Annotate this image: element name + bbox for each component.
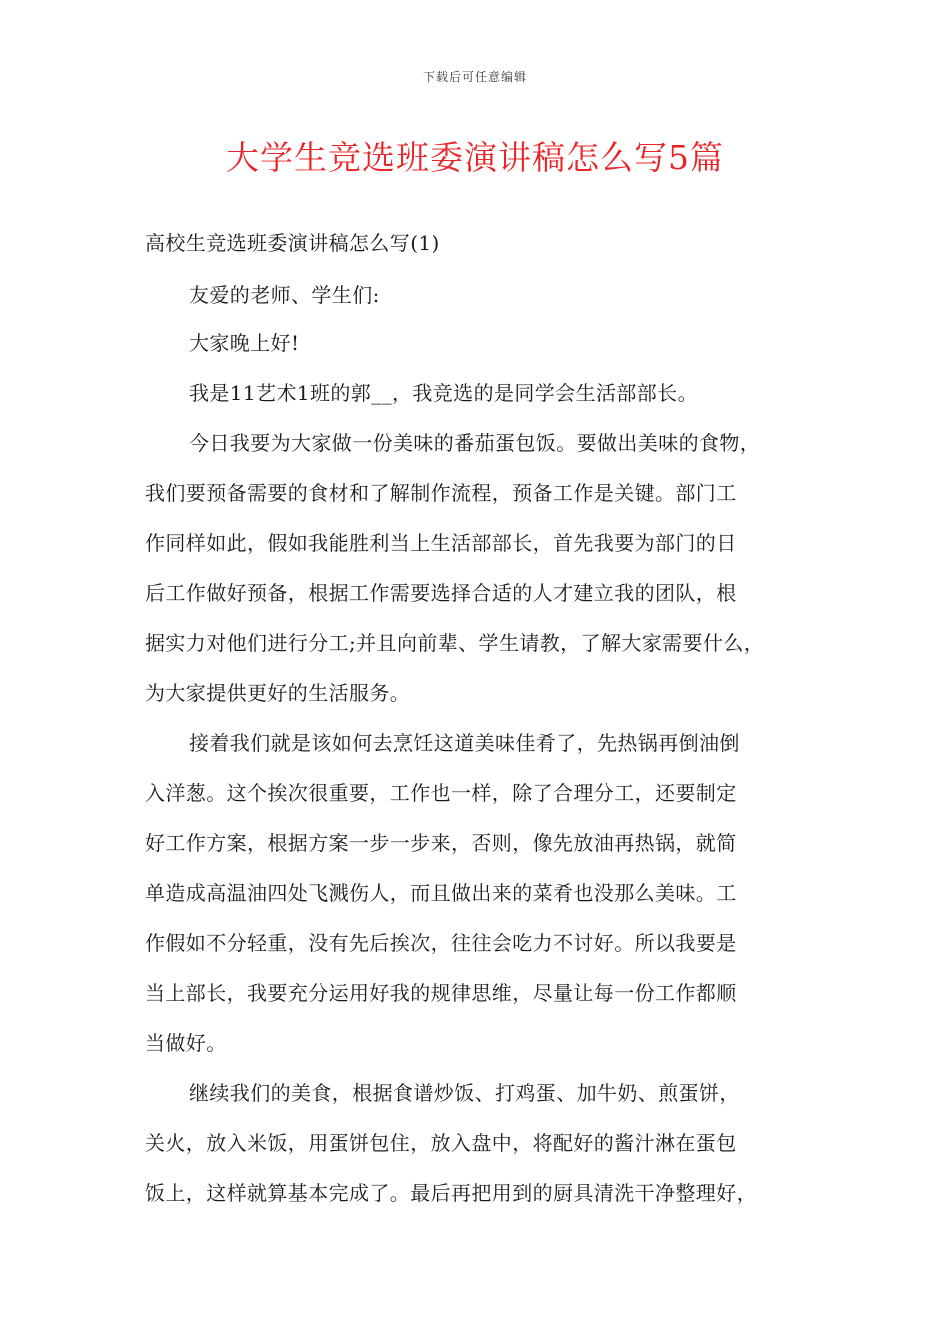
body-line: 作假如不分轻重，没有先后挨次，往往会吃力不讨好。所以我要是 bbox=[145, 931, 737, 955]
body-line: 当做好。 bbox=[145, 1031, 227, 1055]
body-line: 作同样如此，假如我能胜利当上生活部部长，首先我要为部门的日 bbox=[145, 531, 737, 555]
section-heading: 高校生竞选班委演讲稿怎么写(1) bbox=[145, 231, 440, 255]
header-note: 下载后可任意编辑 bbox=[422, 70, 527, 84]
body-line: 好工作方案，根据方案一步一步来，否则，像先放油再热锅，就简 bbox=[145, 831, 737, 855]
body-line: 关火，放入米饭，用蛋饼包住，放入盘中，将配好的酱汁淋在蛋包 bbox=[145, 1131, 737, 1155]
body-line: 接着我们就是该如何去烹饪这道美味佳肴了，先热锅再倒油倒 bbox=[189, 731, 740, 755]
document-title: 大学生竞选班委演讲稿怎么写5篇 bbox=[226, 138, 724, 177]
body-line: 我是11艺术1班的郭__，我竞选的是同学会生活部部长。 bbox=[189, 381, 698, 405]
salutation: 友爱的老师、学生们: bbox=[189, 283, 380, 307]
body-line: 入洋葱。这个挨次很重要，工作也一样，除了合理分工，还要制定 bbox=[145, 781, 737, 805]
body-line: 我们要预备需要的食材和了解制作流程，预备工作是关键。部门工 bbox=[145, 481, 737, 505]
body-line: 饭上，这样就算基本完成了。最后再把用到的厨具清洗干净整理好， bbox=[145, 1181, 757, 1205]
body-line: 今日我要为大家做一份美味的番茄蛋包饭。要做出美味的食物， bbox=[189, 431, 761, 455]
body-line: 为大家提供更好的生活服务。 bbox=[145, 681, 411, 705]
body-line: 当上部长，我要充分运用好我的规律思维，尽量让每一份工作都顺 bbox=[145, 981, 737, 1005]
body-line: 后工作做好预备，根据工作需要选择合适的人才建立我的团队，根 bbox=[145, 581, 737, 605]
greeting: 大家晚上好! bbox=[189, 331, 300, 355]
body-line: 单造成高温油四处飞溅伤人，而且做出来的菜肴也没那么美味。工 bbox=[145, 881, 737, 905]
body-line: 据实力对他们进行分工;并且向前辈、学生请教，了解大家需要什么， bbox=[145, 631, 765, 655]
body-line: 继续我们的美食，根据食谱炒饭、打鸡蛋、加牛奶、煎蛋饼， bbox=[189, 1081, 740, 1105]
